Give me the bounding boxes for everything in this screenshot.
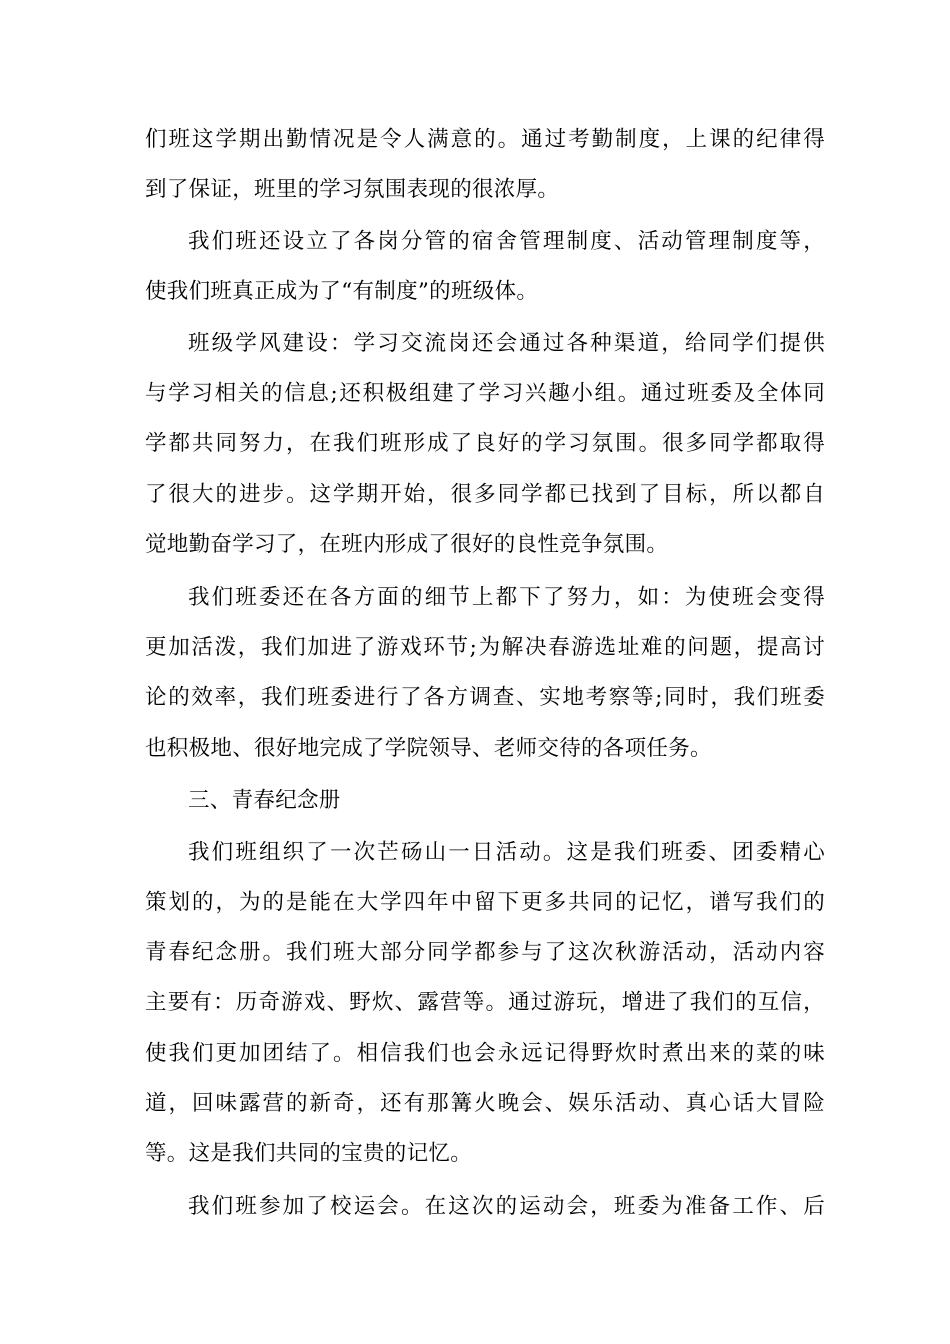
text-line: 学都共同努力，在我们班形成了良好的学习氛围。很多同学都取得: [145, 431, 825, 456]
paragraph-first-line: 我们班还设立了各岗分管的宿舍管理制度、活动管理制度等，: [188, 229, 825, 254]
text-line: 道，回味露营的新奇，还有那篝火晚会、娱乐活动、真心话大冒险: [145, 1091, 825, 1116]
text-line: 觉地勤奋学习了，在班内形成了很好的良性竞争氛围。: [145, 532, 669, 557]
paragraph-first-line: 我们班委还在各方面的细节上都下了努力，如：为使班会变得: [188, 585, 825, 610]
text-line: 论的效率，我们班委进行了各方调查、实地考察等;同时，我们班委: [145, 685, 825, 710]
paragraph-first-line: 班级学风建设：学习交流岗还会通过各种渠道，给同学们提供: [188, 331, 825, 356]
paragraph-first-line: 我们班参加了校运会。在这次的运动会，班委为准备工作、后: [188, 1194, 825, 1219]
text-line: 了很大的进步。这学期开始，很多同学都已找到了目标，所以都自: [145, 482, 825, 507]
text-line: 使我们更加团结了。相信我们也会永远记得野炊时煮出来的菜的味: [145, 1041, 825, 1066]
text-line: 主要有：历奇游戏、野炊、露营等。通过游玩，增进了我们的互信，: [145, 990, 825, 1015]
text-line: 等。这是我们共同的宝贵的记忆。: [145, 1141, 473, 1166]
text-line: 与学习相关的信息;还积极组建了学习兴趣小组。通过班委及全体同: [145, 381, 825, 406]
text-line: 青春纪念册。我们班大部分同学都参与了这次秋游活动，活动内容: [145, 940, 825, 965]
paragraph-first-line: 我们班组织了一次芒砀山一日活动。这是我们班委、团委精心: [188, 840, 825, 865]
text-line: 使我们班真正成为了“有制度”的班级体。: [145, 279, 539, 304]
text-line: 策划的，为的是能在大学四年中留下更多共同的记忆，谱写我们的: [145, 890, 825, 915]
text-line: 更加活泼，我们加进了游戏环节;为解决春游选址难的问题，提高讨: [145, 635, 825, 660]
text-line: 们班这学期出勤情况是令人满意的。通过考勤制度，上课的纪律得: [145, 127, 825, 152]
text-line: 也积极地、很好地完成了学院领导、老师交待的各项任务。: [145, 736, 712, 761]
text-line: 到了保证，班里的学习氛围表现的很浓厚。: [145, 177, 560, 202]
section-heading: 三、青春纪念册: [188, 788, 341, 813]
